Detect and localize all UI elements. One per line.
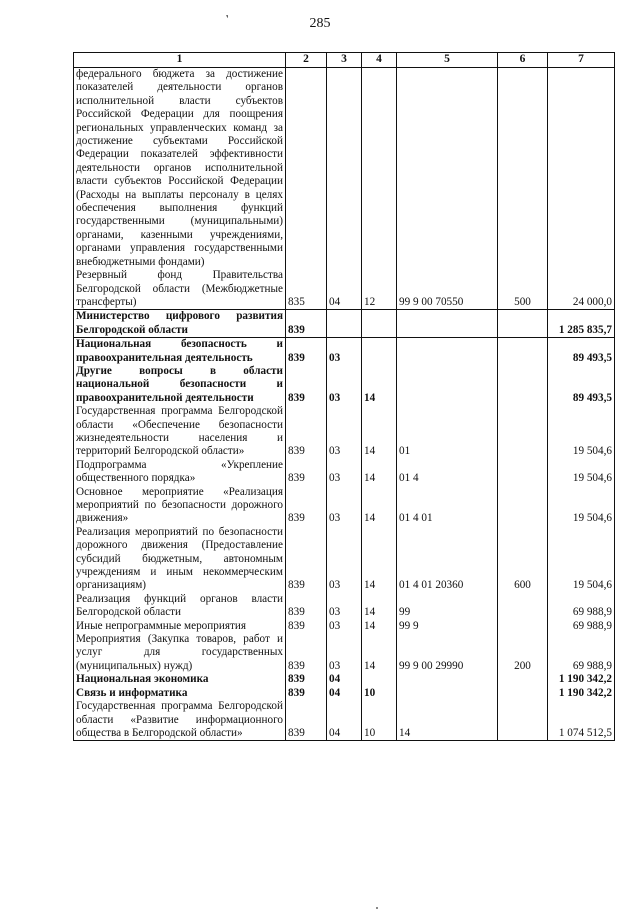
table-row: [74, 405, 615, 459]
row-subsection: [362, 68, 397, 270]
table-row: [74, 68, 615, 270]
row-expense-type: [498, 593, 548, 620]
row-section: 04: [327, 700, 362, 741]
row-subsection: 14: [362, 486, 397, 526]
table-row: [74, 269, 615, 310]
table-row: [74, 338, 615, 365]
row-section: 03: [327, 593, 362, 620]
row-target-article: 99 9: [397, 620, 498, 633]
row-section: 03: [327, 633, 362, 673]
row-section: 03: [327, 365, 362, 405]
table-row: [74, 593, 615, 620]
header-row: [74, 53, 615, 68]
scan-speck: [376, 907, 378, 909]
row-name: Связь и информатика: [74, 687, 286, 700]
table-row: [74, 633, 615, 673]
row-expense-type: [498, 68, 548, 270]
row-amount: 89 493,5: [548, 338, 615, 365]
row-ministry-code: 839: [286, 338, 327, 365]
row-ministry-code: [286, 68, 327, 270]
table-row: [74, 486, 615, 526]
row-subsection: 14: [362, 405, 397, 459]
row-section: 04: [327, 673, 362, 686]
row-amount: 69 988,9: [548, 593, 615, 620]
row-target-article: 99: [397, 593, 498, 620]
row-name: федерального бюджета за достижение показателей деятельности органов исполнительной власти субъектов Российской Федерации для поощрения региональных управленческих команд за достижение субъектами Российской Федерации показателей эффективности деятельности органов исполнительной власти субъектов Российской Федерации (Расходы на выплаты персоналу в целях обеспечения выполнения функций государственными (муниципальными) органами, казенными учреждениями, органами управления государственными внебюджетными фондами): [74, 68, 286, 270]
row-expense-type: 200: [498, 633, 548, 673]
row-target-article: 99 9 00 29990: [397, 633, 498, 673]
row-ministry-code: 839: [286, 365, 327, 405]
row-amount: 1 074 512,5: [548, 700, 615, 741]
row-ministry-code: 839: [286, 486, 327, 526]
row-expense-type: [498, 338, 548, 365]
row-expense-type: [498, 620, 548, 633]
row-target-article: [397, 310, 498, 338]
row-expense-type: 600: [498, 526, 548, 593]
row-expense-type: [498, 310, 548, 338]
row-subsection: 14: [362, 633, 397, 673]
row-target-article: [397, 68, 498, 270]
row-amount: 69 988,9: [548, 633, 615, 673]
row-amount: [548, 68, 615, 270]
row-ministry-code: 839: [286, 459, 327, 486]
row-subsection: [362, 310, 397, 338]
row-amount: 19 504,6: [548, 486, 615, 526]
row-section: 03: [327, 405, 362, 459]
row-section: 03: [327, 459, 362, 486]
row-amount: 19 504,6: [548, 405, 615, 459]
row-expense-type: [498, 687, 548, 700]
row-target-article: 01 4 01 20360: [397, 526, 498, 593]
row-name: Национальная экономика: [74, 673, 286, 686]
row-subsection: 10: [362, 687, 397, 700]
row-section: [327, 310, 362, 338]
row-section: [327, 68, 362, 270]
table-row: [74, 310, 615, 338]
row-subsection: 12: [362, 269, 397, 310]
row-name: Государственная программа Белгородской области «Развитие информационного общества в Белгородской области»: [74, 700, 286, 741]
row-subsection: 14: [362, 365, 397, 405]
row-ministry-code: 835: [286, 269, 327, 310]
row-ministry-code: 839: [286, 593, 327, 620]
row-ministry-code: 839: [286, 526, 327, 593]
row-expense-type: [498, 459, 548, 486]
row-amount: 1 285 835,7: [548, 310, 615, 338]
table-row: [74, 459, 615, 486]
row-section: 03: [327, 620, 362, 633]
row-amount: 69 988,9: [548, 620, 615, 633]
row-target-article: [397, 338, 498, 365]
row-expense-type: [498, 700, 548, 741]
row-name: Иные непрограммные мероприятия: [74, 620, 286, 633]
row-expense-type: 500: [498, 269, 548, 310]
page-number: 285: [309, 16, 331, 31]
header-col-6: 6: [498, 53, 548, 68]
table-row: [74, 620, 615, 633]
row-ministry-code: 839: [286, 620, 327, 633]
row-target-article: [397, 687, 498, 700]
row-name: Резервный фонд Правительства Белгородской области (Межбюджетные трансферты): [74, 269, 286, 310]
row-ministry-code: 839: [286, 310, 327, 338]
row-name: Подпрограмма «Укрепление общественного порядка»: [74, 459, 286, 486]
budget-table: [73, 52, 615, 741]
row-subsection: [362, 673, 397, 686]
header-col-1: 1: [74, 53, 286, 68]
table-row: [74, 673, 615, 686]
row-subsection: 14: [362, 593, 397, 620]
row-ministry-code: 839: [286, 673, 327, 686]
row-subsection: [362, 338, 397, 365]
row-target-article: [397, 673, 498, 686]
row-name: Министерство цифрового развития Белгородской области: [74, 310, 286, 338]
pen-mark: ’: [224, 12, 234, 26]
row-amount: 24 000,0: [548, 269, 615, 310]
header-col-3: 3: [327, 53, 362, 68]
header-col-5: 5: [397, 53, 498, 68]
row-ministry-code: 839: [286, 687, 327, 700]
row-section: 04: [327, 687, 362, 700]
table-row: [74, 700, 615, 741]
row-subsection: 14: [362, 526, 397, 593]
row-amount: 19 504,6: [548, 526, 615, 593]
table-row: [74, 687, 615, 700]
row-name: Национальная безопасность и правоохранительная деятельность: [74, 338, 286, 365]
row-section: 03: [327, 338, 362, 365]
row-target-article: [397, 365, 498, 405]
row-section: 03: [327, 526, 362, 593]
row-subsection: 14: [362, 620, 397, 633]
row-amount: 1 190 342,2: [548, 673, 615, 686]
row-target-article: 14: [397, 700, 498, 741]
row-name: Реализация мероприятий по безопасности дорожного движения (Предоставление субсидий бюджетным, автономным учреждениям и иным некоммерческим организациям): [74, 526, 286, 593]
row-target-article: 01: [397, 405, 498, 459]
table-row: [74, 365, 615, 405]
row-ministry-code: 839: [286, 700, 327, 741]
row-name: Государственная программа Белгородской области «Обеспечение безопасности жизнедеятельности населения и территорий Белгородской области»: [74, 405, 286, 459]
row-name: Реализация функций органов власти Белгородской области: [74, 593, 286, 620]
row-name: Основное мероприятие «Реализация мероприятий по безопасности дорожного движения»: [74, 486, 286, 526]
row-target-article: 99 9 00 70550: [397, 269, 498, 310]
row-section: 03: [327, 486, 362, 526]
row-target-article: 01 4: [397, 459, 498, 486]
row-subsection: 10: [362, 700, 397, 741]
row-ministry-code: 839: [286, 405, 327, 459]
header-col-2: 2: [286, 53, 327, 68]
row-amount: 1 190 342,2: [548, 687, 615, 700]
row-name: Другие вопросы в области национальной безопасности и правоохранительной деятельности: [74, 365, 286, 405]
row-section: 04: [327, 269, 362, 310]
row-amount: 89 493,5: [548, 365, 615, 405]
row-subsection: 14: [362, 459, 397, 486]
row-name: Мероприятия (Закупка товаров, работ и услуг для государственных (муниципальных) нужд): [74, 633, 286, 673]
row-expense-type: [498, 365, 548, 405]
table-row: [74, 526, 615, 593]
row-target-article: 01 4 01: [397, 486, 498, 526]
row-amount: 19 504,6: [548, 459, 615, 486]
row-ministry-code: 839: [286, 633, 327, 673]
header-col-7: 7: [548, 53, 615, 68]
header-col-4: 4: [362, 53, 397, 68]
row-expense-type: [498, 673, 548, 686]
row-expense-type: [498, 486, 548, 526]
row-expense-type: [498, 405, 548, 459]
